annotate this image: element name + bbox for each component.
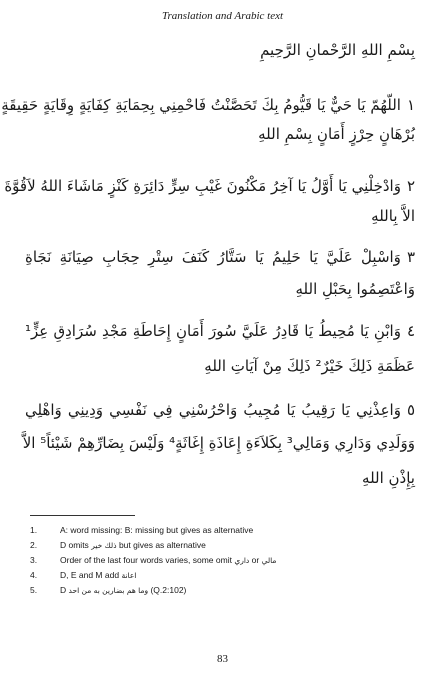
footnote-text: or — [251, 555, 260, 565]
verse-number: ٣ — [406, 248, 415, 266]
footnote-1 — [30, 523, 420, 538]
footnote-arabic: اعانة — [121, 571, 137, 580]
footnote-number: 1. — [30, 525, 38, 535]
footnote-2 — [30, 538, 420, 553]
footnote-4 — [30, 568, 420, 583]
verse-number: ٤ — [406, 322, 415, 340]
verse-1-line-2: بُرْهَانٍ حِرْزٍ أَمَانٍ بِسْمِ اللهِ — [258, 125, 415, 143]
verse-3-line-2: وَاعْتَصِمُوا بِحَبْلِ اللهِ — [295, 280, 415, 298]
verse-5-line-1 — [25, 400, 415, 420]
page-header: Translation and Arabic text — [161, 10, 284, 22]
footnote-text: D — [60, 585, 67, 595]
verse-number: ١ — [406, 96, 415, 114]
footnote-arabic: ذلك خير — [91, 541, 117, 550]
footnote-text: (Q.2:102) — [150, 585, 187, 595]
footnote-number: 5. — [30, 585, 38, 595]
footnote-text: D, E and M add — [60, 570, 120, 580]
footnote-text: Order of the last four words varies, some omit — [60, 555, 232, 565]
verse-5-line-2: وَوَلَدِي وَدَارِي وَمَالِي³ بِكَلاَءَةِ إِعَاذَةِ إِغَاثَةٍ⁴ وَلَيْسَ بِضَارِّهِمْ شَيْئاً⁵ الاَّ — [22, 434, 415, 452]
verse-text: وَاعِذْنِي يَا رَقِيبُ يَا مُجِيبُ وَاحْرُسْنِي فِي نَفْسِي وَدِينِي وَاهْلِي — [25, 401, 401, 419]
verse-text: وَابْنِ يَا مُحِيطُ يَا قَادِرُ عَلَيَّ سُورَ أَمَانٍ إِحَاطَةِ مَجْدِ سُرَادِقِ عِزٍّ¹ — [25, 322, 401, 340]
footnote-divider — [30, 515, 135, 516]
footnote-arabic: داري — [234, 556, 250, 565]
footnote-text: D omits — [60, 540, 89, 550]
footnotes — [30, 523, 420, 598]
verse-number: ٢ — [406, 177, 415, 195]
verse-text: اللّهُمّ يَا حَيٌّ يَا قَيُّومُ بِكَ تَحَصَّنْتُ فَاحْمِنِي بِحِمَايَةِ كِفَايَةٍ وِقَايَةٍ حَقِيقَةٍ — [1, 96, 401, 114]
footnote-arabic: وما هم بضارين به من احد — [68, 586, 149, 595]
footnote-arabic: مالي — [261, 556, 277, 565]
footnote-number: 3. — [30, 555, 38, 565]
verse-text: وَاسْبِلْ عَلَيَّ يَا حَلِيمُ يَا سَتَّارُ كَنَفَ سِتْرِ حِجَابِ صِيَانَةِ نَجَاةِ — [25, 248, 401, 266]
verse-text: وَادْخِلْنِي يَا أَوَّلُ يَا آخِرُ مَكْنُونَ غَيْبِ سِرٍّ دَائِرَةِ كَنْزٍ مَاشَاءَ اللهُ لاَقُوَّةَ — [4, 177, 401, 195]
page-number: 83 — [217, 653, 228, 665]
footnote-number: 2. — [30, 540, 38, 550]
verse-2-line-1 — [4, 176, 415, 196]
footnote-5 — [30, 583, 420, 598]
verse-number: ٥ — [406, 401, 415, 419]
verse-2-line-2: الاَّ بِاللهِ — [371, 207, 415, 225]
footnote-text: A: word missing: B: missing but gives as alternative — [60, 525, 254, 535]
verse-1-line-1 — [1, 95, 415, 115]
bismillah: بِسْمِ اللهِ الرَّحْمانِ الرَّحِيمِ — [260, 41, 415, 59]
verse-4-line-1 — [25, 321, 415, 341]
verse-3-line-1 — [25, 247, 415, 267]
verse-5-line-3: بِإِذْنِ اللهِ — [362, 469, 415, 487]
footnote-number: 4. — [30, 570, 38, 580]
footnote-text: but gives as alternative — [118, 540, 206, 550]
footnote-3 — [30, 553, 420, 568]
verse-4-line-2: عَظَمَةِ ذَلِكَ خَيْرٌ² ذَلِكَ مِنْ آيَاتِ اللهِ — [204, 357, 415, 375]
